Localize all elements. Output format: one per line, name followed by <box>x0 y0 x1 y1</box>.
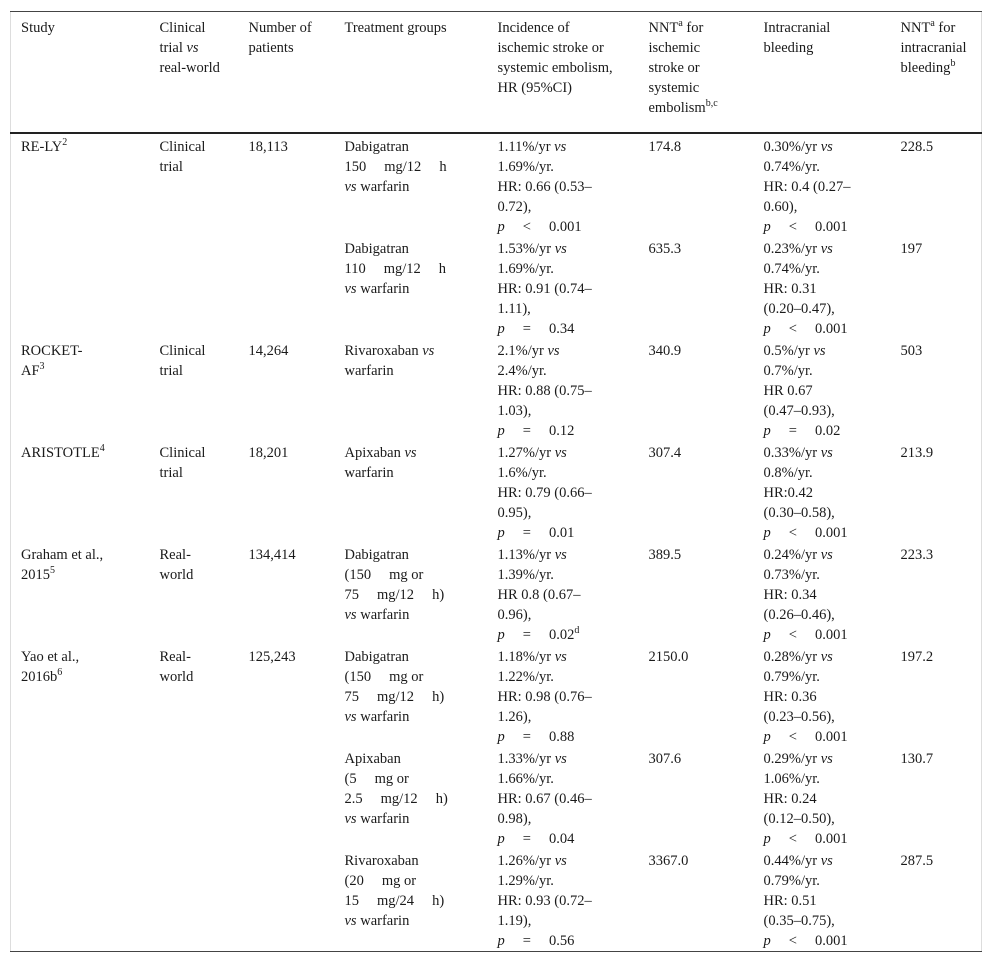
cell-nnt-bleeding: 213.9 <box>900 445 934 461</box>
cell-nnt-stroke: 635.3 <box>648 241 682 257</box>
cell-study: Graham et al., 2015$^5$ <box>21 547 104 583</box>
cell-treatment: Rivaroxaban vs warfarin <box>344 343 435 379</box>
cell-study: $RE-LY^2$ <box>21 137 68 155</box>
table-header <box>11 12 982 134</box>
header-nnt-stroke: NNT$^a$ for ischemic stroke or systemic embolism$^{b,c}$ <box>648 18 718 116</box>
cell-treatment: Dabigatran 110 mg/12 h vs warfarin <box>344 241 447 297</box>
cell-patients: 18,201 <box>248 445 289 461</box>
table-row <box>11 133 982 237</box>
cell-trial-type: Clinical trial <box>159 139 206 175</box>
table-container <box>10 11 981 952</box>
header-bleeding: Intracranial bleeding <box>763 20 831 56</box>
cell-trial-type: Real- world <box>159 547 194 583</box>
table-row <box>11 645 982 747</box>
cell-treatment: Dabigatran (150 mg or 75 mg/12 h) vs warfarin <box>344 649 445 725</box>
cell-study: ARISTOTLE$^4$ <box>21 443 105 461</box>
table-row <box>11 339 982 441</box>
cell-bleeding: 0.23%/yr vs 0.74%/yr. HR: 0.31 (0.20–0.47), p < 0.001 <box>763 241 848 337</box>
cell-bleeding: 0.29%/yr vs 1.06%/yr. HR: 0.24 (0.12–0.50), p < 0.001 <box>763 751 848 847</box>
cell-nnt-stroke: 3367.0 <box>648 853 689 869</box>
cell-treatment: Apixaban vs warfarin <box>344 445 417 481</box>
cell-treatment: Apixaban (5 mg or 2.5 mg/12 h) vs warfarin <box>344 751 448 827</box>
header-row <box>11 12 982 134</box>
cell-stroke: 1.18%/yr vs 1.22%/yr. HR: 0.98 (0.76– 1.26), p = 0.88 <box>497 649 592 745</box>
cell-stroke: 1.26%/yr vs 1.29%/yr. HR: 0.93 (0.72– 1.19), p = 0.56 <box>497 853 592 949</box>
table-row <box>11 441 982 543</box>
cell-treatment: Dabigatran (150 mg or 75 mg/12 h) vs warfarin <box>344 547 445 623</box>
cell-nnt-stroke: 340.9 <box>648 343 682 359</box>
cell-patients: 18,113 <box>248 139 288 155</box>
table-row <box>11 543 982 645</box>
header-study: Study <box>21 20 55 36</box>
cell-nnt-bleeding: 197 <box>900 241 923 257</box>
cell-stroke: 2.1%/yr vs 2.4%/yr. HR: 0.88 (0.75– 1.03), p = 0.12 <box>497 343 592 439</box>
cell-nnt-stroke: 307.4 <box>648 445 682 461</box>
cell-nnt-bleeding: 130.7 <box>900 751 934 767</box>
cell-bleeding: 0.24%/yr vs 0.73%/yr. HR: 0.34 (0.26–0.46), p < 0.001 <box>763 547 848 643</box>
cell-treatment: Rivaroxaban (20 mg or 15 mg/24 h) vs warfarin <box>344 853 445 929</box>
table-body <box>11 133 982 952</box>
cell-nnt-stroke: 307.6 <box>648 751 682 767</box>
header-nnt-bleeding: NNT$^a$ for intracranial bleeding$^b$ <box>900 18 967 76</box>
cell-stroke: 1.13%/yr vs 1.39%/yr. HR 0.8 (0.67– 0.96), p = 0.02$^d$ <box>497 547 581 643</box>
cell-bleeding: 0.44%/yr vs 0.79%/yr. HR: 0.51 (0.35–0.75), p < 0.001 <box>763 853 848 949</box>
cell-treatment: Dabigatran 150 mg/12 h vs warfarin <box>344 139 447 195</box>
header-treatment: Treatment groups <box>344 20 447 36</box>
cell-stroke: 1.53%/yr vs 1.69%/yr. HR: 0.91 (0.74– 1.11), p = 0.34 <box>497 241 592 337</box>
cell-nnt-bleeding: 228.5 <box>900 139 934 155</box>
cell-stroke: 1.33%/yr vs 1.66%/yr. HR: 0.67 (0.46– 0.98), p = 0.04 <box>497 751 592 847</box>
header-trial-type-text: trial vs <box>159 40 199 56</box>
cell-nnt-bleeding: 223.3 <box>900 547 934 563</box>
cell-stroke: 1.27%/yr vs 1.6%/yr. HR: 0.79 (0.66– 0.95), p = 0.01 <box>497 445 592 541</box>
cell-nnt-stroke: 389.5 <box>648 547 682 563</box>
comparison-table <box>10 11 982 952</box>
cell-nnt-bleeding: 287.5 <box>900 853 934 869</box>
cell-trial-type: Real- world <box>159 649 194 685</box>
cell-study: ROCKET- $AF^3$ <box>21 343 83 379</box>
header-trial-type: Clinical trial vs real-world <box>159 20 220 76</box>
cell-trial-type: Clinical trial <box>159 445 206 481</box>
cell-study: Yao et al., $2016b^6$ <box>21 649 80 685</box>
header-stroke: Incidence of ischemic stroke or systemic embolism, HR (95%CI) <box>497 20 613 96</box>
cell-patients: 14,264 <box>248 343 289 359</box>
cell-bleeding: 0.30%/yr vs 0.74%/yr. HR: 0.4 (0.27– 0.60), p < 0.001 <box>763 139 851 235</box>
cell-nnt-stroke: 174.8 <box>648 139 682 155</box>
cell-nnt-stroke: 2150.0 <box>648 649 689 665</box>
cell-stroke: 1.11%/yr vs 1.69%/yr. HR: 0.66 (0.53– 0.72), p < 0.001 <box>497 139 592 235</box>
cell-bleeding: 0.5%/yr vs 0.7%/yr. HR 0.67 (0.47–0.93), p = 0.02 <box>763 343 841 439</box>
cell-nnt-bleeding: 503 <box>900 343 923 359</box>
cell-trial-type: Clinical trial <box>159 343 206 379</box>
cell-patients: 134,414 <box>248 547 296 563</box>
cell-patients: 125,243 <box>248 649 296 665</box>
header-patients: Number of patients <box>248 20 312 56</box>
cell-bleeding: 0.28%/yr vs 0.79%/yr. HR: 0.36 (0.23–0.56), p < 0.001 <box>763 649 848 745</box>
cell-nnt-bleeding: 197.2 <box>900 649 934 665</box>
cell-bleeding: 0.33%/yr vs 0.8%/yr. HR:0.42 (0.30–0.58), p < 0.001 <box>763 445 848 541</box>
